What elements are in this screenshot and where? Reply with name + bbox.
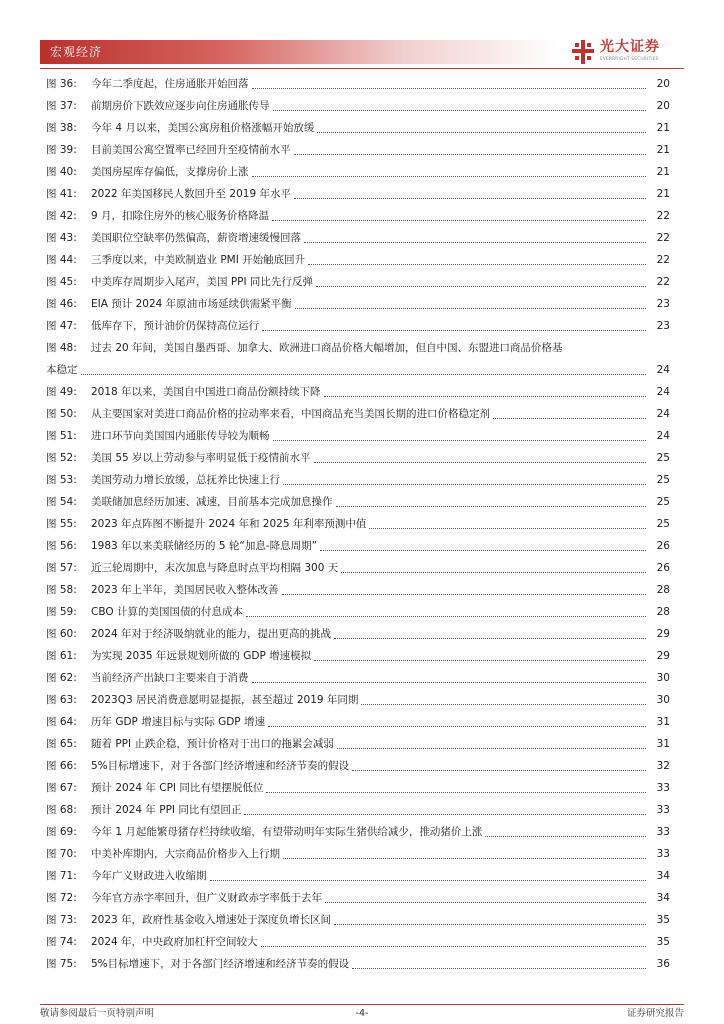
figure-label: 图 41: <box>46 188 77 200</box>
page-ref: 24 <box>656 364 670 376</box>
page-header <box>40 40 684 64</box>
figure-label: 图 51: <box>46 430 77 442</box>
page-ref: 33 <box>656 782 670 794</box>
toc-entry[interactable] <box>46 799 670 821</box>
figure-title: 美国职位空缺率仍然偏高，薪资增速缓慢回落 <box>91 232 301 244</box>
toc-entry[interactable] <box>46 557 670 579</box>
page-ref: 33 <box>656 826 670 838</box>
page-ref: 29 <box>656 628 670 640</box>
page-ref: 35 <box>656 914 670 926</box>
toc-entry[interactable] <box>46 865 670 887</box>
dot-leader <box>314 462 646 463</box>
figure-label: 图 47: <box>46 320 77 332</box>
toc-entry[interactable] <box>46 447 670 469</box>
toc-entry[interactable] <box>46 667 670 689</box>
page-ref: 21 <box>656 144 670 156</box>
page-ref: 26 <box>656 540 670 552</box>
toc-entry[interactable] <box>46 623 670 645</box>
toc-entry[interactable] <box>46 95 670 117</box>
dot-leader <box>317 132 646 133</box>
page-ref: 24 <box>656 408 670 420</box>
page-number: -4- <box>355 1008 369 1019</box>
figure-title: 5%目标增速下，对于各部门经济增速和经济节奏的假设 <box>91 760 350 772</box>
toc-entry[interactable] <box>46 711 670 733</box>
page-ref: 21 <box>656 188 670 200</box>
page-ref: 21 <box>656 166 670 178</box>
figure-label: 图 68: <box>46 804 77 816</box>
figure-title: 从主要国家对美进口商品价格的拉动率来看，中国商品充当美国长期的进口价格稳定剂 <box>91 408 490 420</box>
brand-name: 光大证券 <box>600 39 660 55</box>
toc-entry[interactable] <box>46 205 670 227</box>
toc-entry[interactable] <box>46 139 670 161</box>
dot-leader <box>361 704 646 705</box>
page-ref: 30 <box>656 672 670 684</box>
figure-label: 图 57: <box>46 562 77 574</box>
page-ref: 33 <box>656 804 670 816</box>
figure-title-continued: 本稳定 <box>46 364 78 376</box>
page-ref: 34 <box>656 870 670 882</box>
page-ref: 24 <box>656 386 670 398</box>
figure-title: 中美补库期内，大宗商品价格步入上行期 <box>91 848 280 860</box>
dot-leader <box>314 660 646 661</box>
figure-label: 图 59: <box>46 606 77 618</box>
page-ref: 23 <box>656 320 670 332</box>
toc-entry[interactable] <box>46 755 670 777</box>
page-ref: 25 <box>656 518 670 530</box>
toc-entry[interactable] <box>46 381 670 403</box>
toc-entry[interactable] <box>46 271 670 293</box>
toc-entry[interactable] <box>46 887 670 909</box>
figure-title: 过去 20 年间，美国自墨西哥、加拿大、欧洲进口商品价格大幅增加，但自中国、东盟进口商品价格基 <box>91 342 563 354</box>
figure-label: 图 46: <box>46 298 77 310</box>
figure-title: 2023 年上半年，美国居民收入整体改善 <box>91 584 279 596</box>
figure-title: 2024 年对于经济吸纳就业的能力，提出更高的挑战 <box>91 628 332 640</box>
toc-entry-continuation <box>46 359 670 381</box>
dot-leader <box>337 748 646 749</box>
figure-label: 图 62: <box>46 672 77 684</box>
dot-leader <box>485 836 646 837</box>
page-ref: 32 <box>656 760 670 772</box>
toc-entry[interactable] <box>46 689 670 711</box>
dot-leader <box>316 286 646 287</box>
toc-entry[interactable] <box>46 821 670 843</box>
dot-leader <box>295 308 646 309</box>
figure-label: 图 38: <box>46 122 77 134</box>
page-ref: 33 <box>656 848 670 860</box>
figure-index <box>46 73 670 975</box>
page-ref: 36 <box>656 958 670 970</box>
toc-entry[interactable] <box>46 183 670 205</box>
figure-label: 图 69: <box>46 826 77 838</box>
figure-title: 今年二季度起，住房通胀开始回落 <box>91 78 249 90</box>
dot-leader <box>283 858 646 859</box>
toc-entry[interactable] <box>46 337 670 381</box>
toc-entry[interactable] <box>46 73 670 95</box>
figure-title: 近三轮周期中，末次加息与降息时点平均相隔 300 天 <box>91 562 339 574</box>
figure-title: 2023 年，政府性基金收入增速处于深度负增长区间 <box>91 914 332 926</box>
toc-entry[interactable] <box>46 491 670 513</box>
figure-label: 图 73: <box>46 914 77 926</box>
figure-title: 美联储加息经历加速、减速，目前基本完成加息操作 <box>91 496 333 508</box>
page-ref: 25 <box>656 452 670 464</box>
figure-title: EIA 预计 2024 年原油市场延续供需紧平衡 <box>91 298 292 310</box>
page-ref: 35 <box>656 936 670 948</box>
figure-label: 图 44: <box>46 254 77 266</box>
page-ref: 30 <box>656 694 670 706</box>
figure-title: 2023Q3 居民消费意愿明显提振，甚至超过 2019 年同期 <box>91 694 359 706</box>
figure-title: 1983 年以来美联储经历的 5 轮“加息-降息周期” <box>91 540 318 552</box>
figure-label: 图 63: <box>46 694 77 706</box>
figure-title: 今年广义财政进入收缩期 <box>91 870 207 882</box>
page-ref: 24 <box>656 430 670 442</box>
dot-leader <box>252 88 646 89</box>
dot-leader <box>493 418 646 419</box>
toc-entry[interactable] <box>46 469 670 491</box>
toc-entry[interactable] <box>46 733 670 755</box>
figure-title: 今年官方赤字率回升，但广义财政赤字率低于去年 <box>91 892 322 904</box>
report-type: 证券研究报告 <box>626 1008 684 1019</box>
page-ref: 28 <box>656 606 670 618</box>
figure-label: 图 55: <box>46 518 77 530</box>
page-ref: 29 <box>656 650 670 662</box>
page-ref: 34 <box>656 892 670 904</box>
figure-label: 图 39: <box>46 144 77 156</box>
page-ref: 31 <box>656 716 670 728</box>
figure-title: 2018 年以来，美国自中国进口商品份额持续下降 <box>91 386 321 398</box>
dot-leader <box>210 880 646 881</box>
page-ref: 31 <box>656 738 670 750</box>
figure-label: 图 50: <box>46 408 77 420</box>
dot-leader <box>336 506 646 507</box>
brand-logo-icon <box>572 40 594 64</box>
page-ref: 20 <box>656 100 670 112</box>
header-banner <box>40 40 560 64</box>
figure-label: 图 60: <box>46 628 77 640</box>
figure-label: 图 52: <box>46 452 77 464</box>
figure-label: 图 40: <box>46 166 77 178</box>
figure-title: 中美库存周期步入尾声，美国 PPI 同比先行反弹 <box>91 276 313 288</box>
dot-leader <box>252 682 646 683</box>
toc-entry[interactable] <box>46 513 670 535</box>
figure-title: 进口环节向美国国内通胀传导较为顺畅 <box>91 430 270 442</box>
figure-label: 图 75: <box>46 958 77 970</box>
page-ref: 28 <box>656 584 670 596</box>
figure-title: 2022 年美国移民人数回升至 2019 年水平 <box>91 188 291 200</box>
dot-leader <box>262 330 646 331</box>
page-ref: 26 <box>656 562 670 574</box>
figure-label: 图 58: <box>46 584 77 596</box>
dot-leader <box>341 572 646 573</box>
figure-label: 图 54: <box>46 496 77 508</box>
figure-label: 图 53: <box>46 474 77 486</box>
dot-leader <box>294 198 646 199</box>
dot-leader <box>308 264 646 265</box>
figure-title: 今年 4 月以来，美国公寓房租价格涨幅开始放缓 <box>91 122 315 134</box>
section-title: 宏观经济 <box>50 45 103 59</box>
figure-title: 前期房价下跌效应逐步向住房通胀传导 <box>91 100 270 112</box>
figure-title: 随着 PPI 止跌企稳，预计价格对于出口的拖累会减弱 <box>91 738 334 750</box>
figure-label: 图 42: <box>46 210 77 222</box>
brand-name-en: EVERBRIGHT SECURITIES <box>600 57 659 62</box>
figure-title: 美国房屋库存偏低，支撑房价上涨 <box>91 166 249 178</box>
figure-label: 图 64: <box>46 716 77 728</box>
footer-divider <box>40 1004 684 1005</box>
disclaimer-note: 敬请参阅最后一页特别声明 <box>40 1008 155 1019</box>
figure-title: 今年 1 月起能繁母猪存栏持续收缩，有望带动明年实际生猪供给减少，推动猪价上涨 <box>91 826 483 838</box>
dot-leader <box>273 440 646 441</box>
figure-label: 图 56: <box>46 540 77 552</box>
dot-leader <box>334 924 646 925</box>
page-footer <box>40 1007 684 1021</box>
toc-entry[interactable] <box>46 403 670 425</box>
figure-label: 图 67: <box>46 782 77 794</box>
toc-entry[interactable] <box>46 843 670 865</box>
toc-entry[interactable] <box>46 601 670 623</box>
dot-leader <box>283 484 646 485</box>
page-ref: 25 <box>656 496 670 508</box>
dot-leader <box>268 726 646 727</box>
figure-title: 低库存下，预计油价仍保持高位运行 <box>91 320 259 332</box>
figure-title: CBO 计算的美国国债的付息成本 <box>91 606 243 618</box>
toc-entry[interactable] <box>46 161 670 183</box>
toc-entry[interactable] <box>46 293 670 315</box>
toc-entry[interactable] <box>46 645 670 667</box>
figure-title: 三季度以来，中美欧制造业 PMI 开始触底回升 <box>91 254 306 266</box>
figure-title: 2024 年，中央政府加杠杆空间较大 <box>91 936 258 948</box>
dot-leader <box>81 374 646 375</box>
figure-label: 图 70: <box>46 848 77 860</box>
figure-title: 目前美国公寓空置率已经回升至疫情前水平 <box>91 144 291 156</box>
dot-leader <box>244 814 646 815</box>
toc-entry[interactable] <box>46 249 670 271</box>
figure-title: 预计 2024 年 CPI 同比有望摆脱低位 <box>91 782 264 794</box>
figure-label: 图 61: <box>46 650 77 662</box>
toc-entry[interactable] <box>46 777 670 799</box>
toc-entry[interactable] <box>46 425 670 447</box>
figure-label: 图 49: <box>46 386 77 398</box>
figure-title: 9 月，扣除住房外的核心服务价格降温 <box>91 210 270 222</box>
figure-label: 图 43: <box>46 232 77 244</box>
figure-title: 2023 年点阵图不断提升 2024 年和 2025 年利率预测中值 <box>91 518 367 530</box>
dot-leader <box>282 594 646 595</box>
page-ref: 22 <box>656 254 670 266</box>
toc-entry[interactable] <box>46 227 670 249</box>
figure-label: 图 74: <box>46 936 77 948</box>
toc-entry[interactable] <box>46 535 670 557</box>
page-ref: 25 <box>656 474 670 486</box>
figure-title: 预计 2024 年 PPI 同比有望回正 <box>91 804 242 816</box>
toc-entry[interactable] <box>46 953 670 975</box>
figure-label: 图 45: <box>46 276 77 288</box>
figure-title: 当前经济产出缺口主要来自于消费 <box>91 672 249 684</box>
figure-title: 美国劳动力增长放缓，总抚养比快速上行 <box>91 474 280 486</box>
page-ref: 21 <box>656 122 670 134</box>
figure-title: 历年 GDP 增速目标与实际 GDP 增速 <box>91 716 265 728</box>
dot-leader <box>325 902 646 903</box>
toc-entry[interactable] <box>46 117 670 139</box>
figure-label: 图 66: <box>46 760 77 772</box>
dot-leader <box>272 220 646 221</box>
figure-label: 图 37: <box>46 100 77 112</box>
dot-leader <box>369 528 646 529</box>
figure-title: 为实现 2035 年远景规划所做的 GDP 增速模拟 <box>91 650 312 662</box>
header-divider <box>40 68 684 69</box>
toc-entry[interactable] <box>46 579 670 601</box>
dot-leader <box>266 792 646 793</box>
page-ref: 22 <box>656 210 670 222</box>
dot-leader <box>324 396 646 397</box>
figure-label: 图 71: <box>46 870 77 882</box>
dot-leader <box>261 946 646 947</box>
page-ref: 22 <box>656 232 670 244</box>
dot-leader <box>304 242 646 243</box>
dot-leader <box>352 770 646 771</box>
page-ref: 23 <box>656 298 670 310</box>
figure-label: 图 48: <box>46 342 77 354</box>
page-ref: 20 <box>656 78 670 90</box>
figure-label: 图 36: <box>46 78 77 90</box>
dot-leader <box>352 968 646 969</box>
dot-leader <box>246 616 646 617</box>
toc-entry[interactable] <box>46 931 670 953</box>
figure-label: 图 65: <box>46 738 77 750</box>
dot-leader <box>252 176 646 177</box>
figure-title: 美国 55 岁以上劳动参与率明显低于疫情前水平 <box>91 452 311 464</box>
page-ref: 22 <box>656 276 670 288</box>
dot-leader <box>294 154 646 155</box>
toc-entry[interactable] <box>46 909 670 931</box>
dot-leader <box>273 110 646 111</box>
figure-title: 5%目标增速下，对于各部门经济增速和经济节奏的假设 <box>91 958 350 970</box>
brand-logo <box>572 38 692 68</box>
toc-entry[interactable] <box>46 315 670 337</box>
figure-label: 图 72: <box>46 892 77 904</box>
dot-leader <box>334 638 646 639</box>
dot-leader <box>320 550 646 551</box>
